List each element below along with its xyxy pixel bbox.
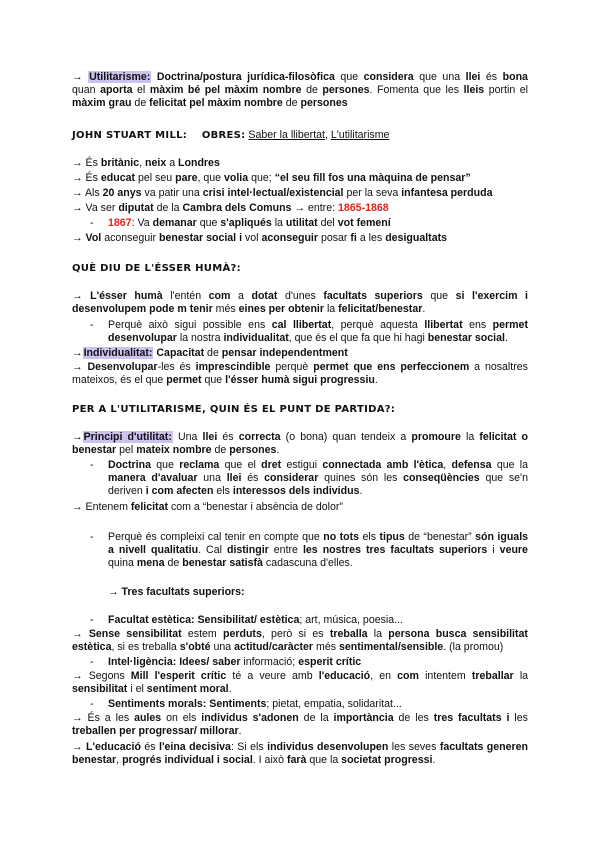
facultat-sentiments: Sentiments morals: Sentiments; pietat, empatia, solidaritat... — [108, 698, 402, 710]
dash-bullet: - — [90, 614, 94, 626]
f3-paragraph: → És a les aules on els individus s'adonen de la importància de les tres facultats i les treballen per progressar/ millorar. — [72, 712, 528, 738]
section-heading-punt-partida: PER A L'UTILITARISME, QUIN ÉS EL PUNT DE PARTIDA?: — [72, 404, 396, 415]
bio-line-6: → Vol aconseguir benestar social i vol aconseguir posar fi a les desigualtats — [72, 232, 448, 244]
dash-bullet: - — [90, 698, 94, 710]
work-title-2: L'utilitarisme — [330, 129, 390, 141]
subheading-tres-facultats: → Tres facultats superiors: — [108, 586, 245, 598]
s2-paragraph-2: → Entenem felicitat com a “benestar i absència de dolor” — [72, 501, 343, 513]
s1-dash-1: Perquè això sigui possible ens cal llibertat, perquè aquesta llibertat ens permet desenvolupar la nostra individualitat, que és el que fa que hi hagi benestar social. — [108, 319, 528, 345]
bio-line-2: → És educat pel seu pare, que volia que; “el seu fill fos una màquina de pensar” — [72, 172, 471, 184]
f1-paragraph: → Sense sensibilitat estem perduts, però si es treballa la persona busca sensibilitat estètica, si es treballa s'obté una actitud/caràcter més sentimental/sensible. (la promou) — [72, 628, 528, 654]
s1-paragraph-2: →Individualitat: Capacitat de pensar independentment — [72, 347, 348, 359]
arrow-icon: → — [72, 71, 83, 83]
years-range: 1865-1868 — [338, 202, 389, 214]
section-heading-esser-huma: QUÈ DIU DE L'ÉSSER HUMÀ?: — [72, 263, 241, 274]
bio-line-1: → És britànic, neix a Londres — [72, 157, 220, 169]
works-label: OBRES: — [201, 130, 246, 141]
f4-paragraph: → L'educació és l'eina decisiva: Si els individus desenvolupen les seves facultats generen benestar, progrés individual i social. I això farà que la societat progressi. — [72, 741, 529, 767]
author-line: JOHN STUART MILL: OBRES: Saber la llibertat, L'utilitarisme — [72, 129, 390, 141]
bio-line-5: 1867: Va demanar que s'apliqués la utilitat del vot femení — [108, 217, 391, 229]
author-name: JOHN STUART MILL: — [72, 130, 188, 141]
dash-bullet: - — [90, 217, 94, 229]
s2-dash-1: Doctrina que reclama que el dret estigui connectada amb l'ètica, defensa que la manera d'avaluar una llei és considerar quines són les conseqüències que se'n deriven i com afecten els interessos dels individus. — [108, 459, 529, 498]
facultat-intelligencia: Intel·ligència: Idees/ saber informació; esperit crític — [108, 656, 362, 668]
work-title-1: Saber la llibertat — [248, 129, 325, 141]
s2-dash-2: Perquè és compleixi cal tenir en compte que no tots els tipus de “benestar” són iguals a nivell qualitatiu. Cal distingir entre les nostres tres facultats superiors i veure quina mena de benestar satisfà cadascuna d'elles. — [108, 531, 529, 570]
s1-paragraph-1: → L'ésser humà l'entén com a dotat d'unes facultats superiors que si l'exercim i desenvolupem pode m tenir més eines per obtenir la felicitat/benestar. — [72, 290, 529, 316]
utilitarisme-term: Utilitarisme: — [89, 71, 151, 83]
s1-paragraph-3: → Desenvolupar-les és imprescindible perquè permet que ens perfeccionem a nosaltres mateixos, és el que permet que l'ésser humà sigui progressiu. — [72, 361, 528, 387]
dash-bullet: - — [90, 531, 94, 543]
dash-bullet: - — [90, 459, 94, 471]
bio-line-3: → Als 20 anys va patir una crisi intel·lectual/existencial per la seva infantesa perduda — [72, 187, 493, 199]
bio-line-4: → Va ser diputat de la Cambra dels Comuns → entre: 1865-1868 — [72, 202, 389, 214]
facultat-estetica: Facultat estètica: Sensibilitat/ estètica; art, música, poesia... — [108, 614, 403, 626]
s2-paragraph-1: →Principi d'utilitat: Una llei és correcta (o bona) quan tendeix a promoure la felicitat o benestar pel mateix nombre de persones. — [72, 431, 529, 457]
f2-paragraph: → Segons Mill l'esperit crític té a veure amb l'educació, en com intentem treballar la sensibilitat i el sentiment moral. — [72, 670, 529, 696]
intro-paragraph: → Utilitarisme: Doctrina/postura jurídica-filosòfica que considera que una llei és bona quan aporta el màxim bé pel màxim nombre de persones. Fomenta que les lleis portin el màxim grau de felicitat pel màxim nombre de persones — [72, 71, 529, 110]
dash-bullet: - — [90, 319, 94, 331]
dash-bullet: - — [90, 656, 94, 668]
year-1867: 1867 — [108, 217, 132, 229]
